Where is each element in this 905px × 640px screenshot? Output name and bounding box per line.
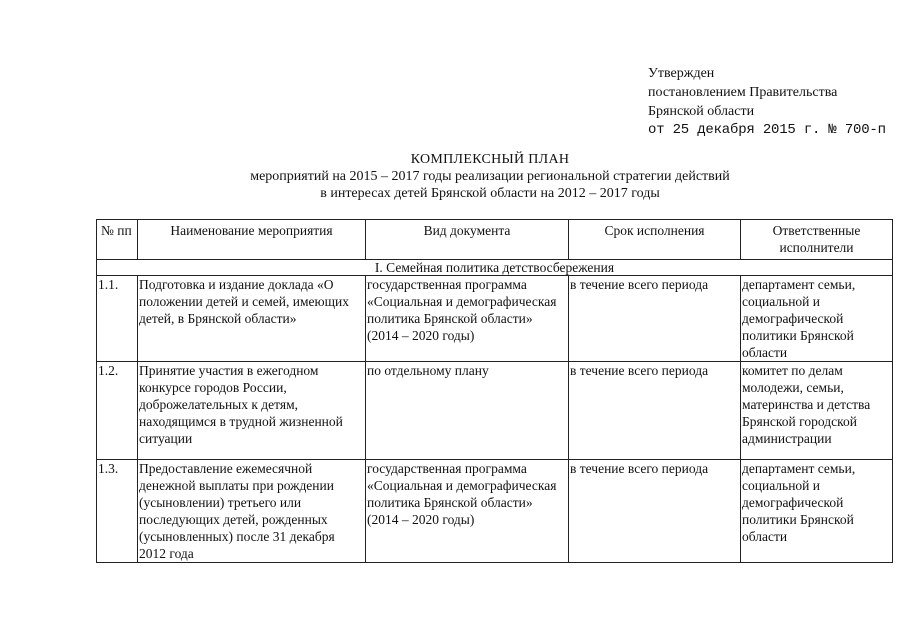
title-subtitle-2: в интересах детей Брянской области на 2012 – 2017 годы: [320, 186, 660, 201]
row-doc: государственная программа «Социальная и демографическая политика Брянской области» (2014 – 2020 годы): [366, 460, 569, 563]
section-row: [97, 260, 893, 276]
document-title: [200, 151, 780, 202]
row-resp: комитет по делам молодежи, семьи, материнства и детства Брянской городской администрации: [741, 362, 893, 460]
plan-table: [96, 219, 893, 563]
row-name: Предоставление ежемесячной денежной выплаты при рождении (усыновлении) третьего или последующих детей, рожденных (усыновленных) после 31 декабря 2012 года: [138, 460, 366, 563]
row-num: 1.1.: [97, 276, 138, 362]
title-subtitle-1: мероприятий на 2015 – 2017 годы реализации региональной стратегии действий: [250, 169, 730, 184]
table-row: [97, 276, 893, 362]
row-name: Принятие участия в ежегодном конкурсе городов России, доброжелательных к детям, находящимся в трудной жизненной ситуации: [138, 362, 366, 460]
row-term: в течение всего периода: [569, 460, 741, 563]
row-doc: государственная программа «Социальная и демографическая политика Брянской области» (2014 – 2020 годы): [366, 276, 569, 362]
row-doc: по отдельному плану: [366, 362, 569, 460]
header-resp: Ответственные исполнители: [741, 220, 893, 260]
approval-line-3: Брянской области: [648, 104, 755, 119]
table-row: [97, 460, 893, 563]
approval-block: [648, 64, 898, 140]
row-num: 1.3.: [97, 460, 138, 563]
approval-date: от 25 декабря 2015 г. № 700-п: [648, 122, 886, 138]
row-resp: департамент семьи, социальной и демографической политики Брянской области: [741, 460, 893, 563]
header-num: № пп: [97, 220, 138, 260]
row-num: 1.2.: [97, 362, 138, 460]
approval-line-2: постановлением Правительства: [648, 85, 838, 100]
approval-line-1: Утвержден: [648, 66, 715, 81]
row-resp: департамент семьи, социальной и демографической политики Брянской области: [741, 276, 893, 362]
table-row: [97, 362, 893, 460]
table-header-row: [97, 220, 893, 260]
row-name: Подготовка и издание доклада «О положении детей и семей, имеющих детей, в Брянской области»: [138, 276, 366, 362]
row-term: в течение всего периода: [569, 362, 741, 460]
header-term: Срок исполнения: [569, 220, 741, 260]
header-doc: Вид документа: [366, 220, 569, 260]
row-term: в течение всего периода: [569, 276, 741, 362]
section-title: I. Семейная политика детствосбережения: [97, 260, 893, 276]
title-main: КОМПЛЕКСНЫЙ ПЛАН: [410, 152, 570, 167]
header-name: Наименование мероприятия: [138, 220, 366, 260]
